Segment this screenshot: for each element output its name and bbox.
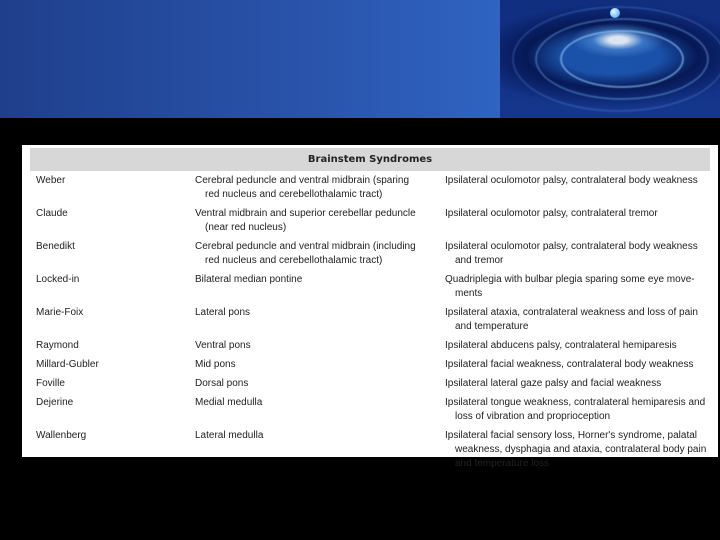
features-line: Ipsilateral abducens palsy, contralateral hemiparesis: [445, 340, 677, 351]
table-row: [30, 337, 710, 356]
syndrome-location: [195, 306, 445, 337]
location-line: Cerebral peduncle and ventral midbrain (sparing: [195, 175, 410, 186]
location-line: Ventral pons: [195, 340, 251, 351]
syndrome-name: Millard-Gubler: [36, 359, 99, 370]
syndrome-name: Locked-in: [36, 274, 80, 285]
location-line: Lateral pons: [195, 307, 251, 318]
location-line: (near red nucleus): [205, 222, 287, 233]
syndrome-name: Wallenberg: [36, 430, 87, 441]
syndrome-features: [445, 306, 710, 337]
features-line: Ipsilateral ataxia, contralateral weakness and loss of pain: [445, 307, 698, 318]
water-drop-icon: [610, 8, 620, 18]
features-line: Ipsilateral oculomotor palsy, contralateral body weakness: [445, 241, 698, 252]
syndrome-location: [195, 240, 445, 271]
location-line: Cerebral peduncle and ventral midbrain (including: [195, 241, 416, 252]
ripple-ring-icon: [512, 6, 720, 112]
syndrome-location: [195, 273, 445, 304]
syndrome-location: [195, 377, 445, 394]
syndrome-features: [445, 174, 710, 205]
location-line: Ventral midbrain and superior cerebellar peduncle: [195, 208, 416, 219]
syndrome-features: [445, 429, 710, 471]
syndrome-features: [445, 339, 710, 356]
table-body: [30, 171, 710, 471]
features-line: Ipsilateral oculomotor palsy, contralateral body weakness: [445, 175, 698, 186]
table-title: Brainstem Syndromes: [30, 148, 710, 171]
location-line: Medial medulla: [195, 397, 263, 408]
table-row: [30, 205, 710, 238]
syndrome-location: [195, 396, 445, 427]
features-line: Ipsilateral lateral gaze palsy and facial weakness: [445, 378, 662, 389]
table-row: [30, 394, 710, 427]
brainstem-syndromes-table: [22, 145, 718, 469]
syndrome-features: [445, 377, 710, 394]
syndrome-features: [445, 273, 710, 304]
features-line: Ipsilateral tongue weakness, contralateral hemiparesis and: [445, 397, 706, 408]
features-line: ments: [455, 288, 483, 299]
features-line: weakness, dysphagia and ataxia, contralateral body pain: [455, 444, 707, 455]
syndrome-location: [195, 429, 445, 471]
syndrome-name: Weber: [36, 175, 66, 186]
location-line: Bilateral median pontine: [195, 274, 303, 285]
syndrome-location: [195, 358, 445, 375]
features-line: Ipsilateral facial sensory loss, Horner's syndrome, palatal: [445, 430, 698, 441]
table-row: [30, 356, 710, 375]
syndrome-name: Raymond: [36, 340, 79, 351]
syndrome-name: Marie-Foix: [36, 307, 84, 318]
syndrome-features: [445, 240, 710, 271]
features-line: and temperature: [455, 321, 529, 332]
table-row: [30, 238, 710, 271]
syndrome-name: Foville: [36, 378, 65, 389]
syndrome-name: Benedikt: [36, 241, 75, 252]
syndrome-features: [445, 358, 710, 375]
table-row: [30, 271, 710, 304]
features-line: Ipsilateral oculomotor palsy, contralateral tremor: [445, 208, 658, 219]
syndrome-name: Claude: [36, 208, 68, 219]
table-row: [30, 304, 710, 337]
location-line: red nucleus and cerebellothalamic tract): [205, 255, 383, 266]
features-line: and temperature loss: [455, 458, 549, 469]
location-line: Mid pons: [195, 359, 236, 370]
syndrome-features: [445, 396, 710, 427]
table-row: [30, 375, 710, 394]
location-line: Lateral medulla: [195, 430, 264, 441]
syndrome-location: [195, 339, 445, 356]
syndrome-location: [195, 207, 445, 238]
table-row: [30, 171, 710, 205]
features-line: and tremor: [455, 255, 504, 266]
syndrome-name: Dejerine: [36, 397, 74, 408]
features-line: loss of vibration and proprioception: [455, 411, 611, 422]
location-line: red nucleus and cerebellothalamic tract): [205, 189, 383, 200]
syndrome-location: [195, 174, 445, 205]
location-line: Dorsal pons: [195, 378, 249, 389]
syndrome-features: [445, 207, 710, 238]
features-line: Quadriplegia with bulbar plegia sparing some eye move-: [445, 274, 695, 285]
header-banner: [0, 0, 720, 118]
table-row: [30, 427, 710, 471]
features-line: Ipsilateral facial weakness, contralateral body weakness: [445, 359, 694, 370]
